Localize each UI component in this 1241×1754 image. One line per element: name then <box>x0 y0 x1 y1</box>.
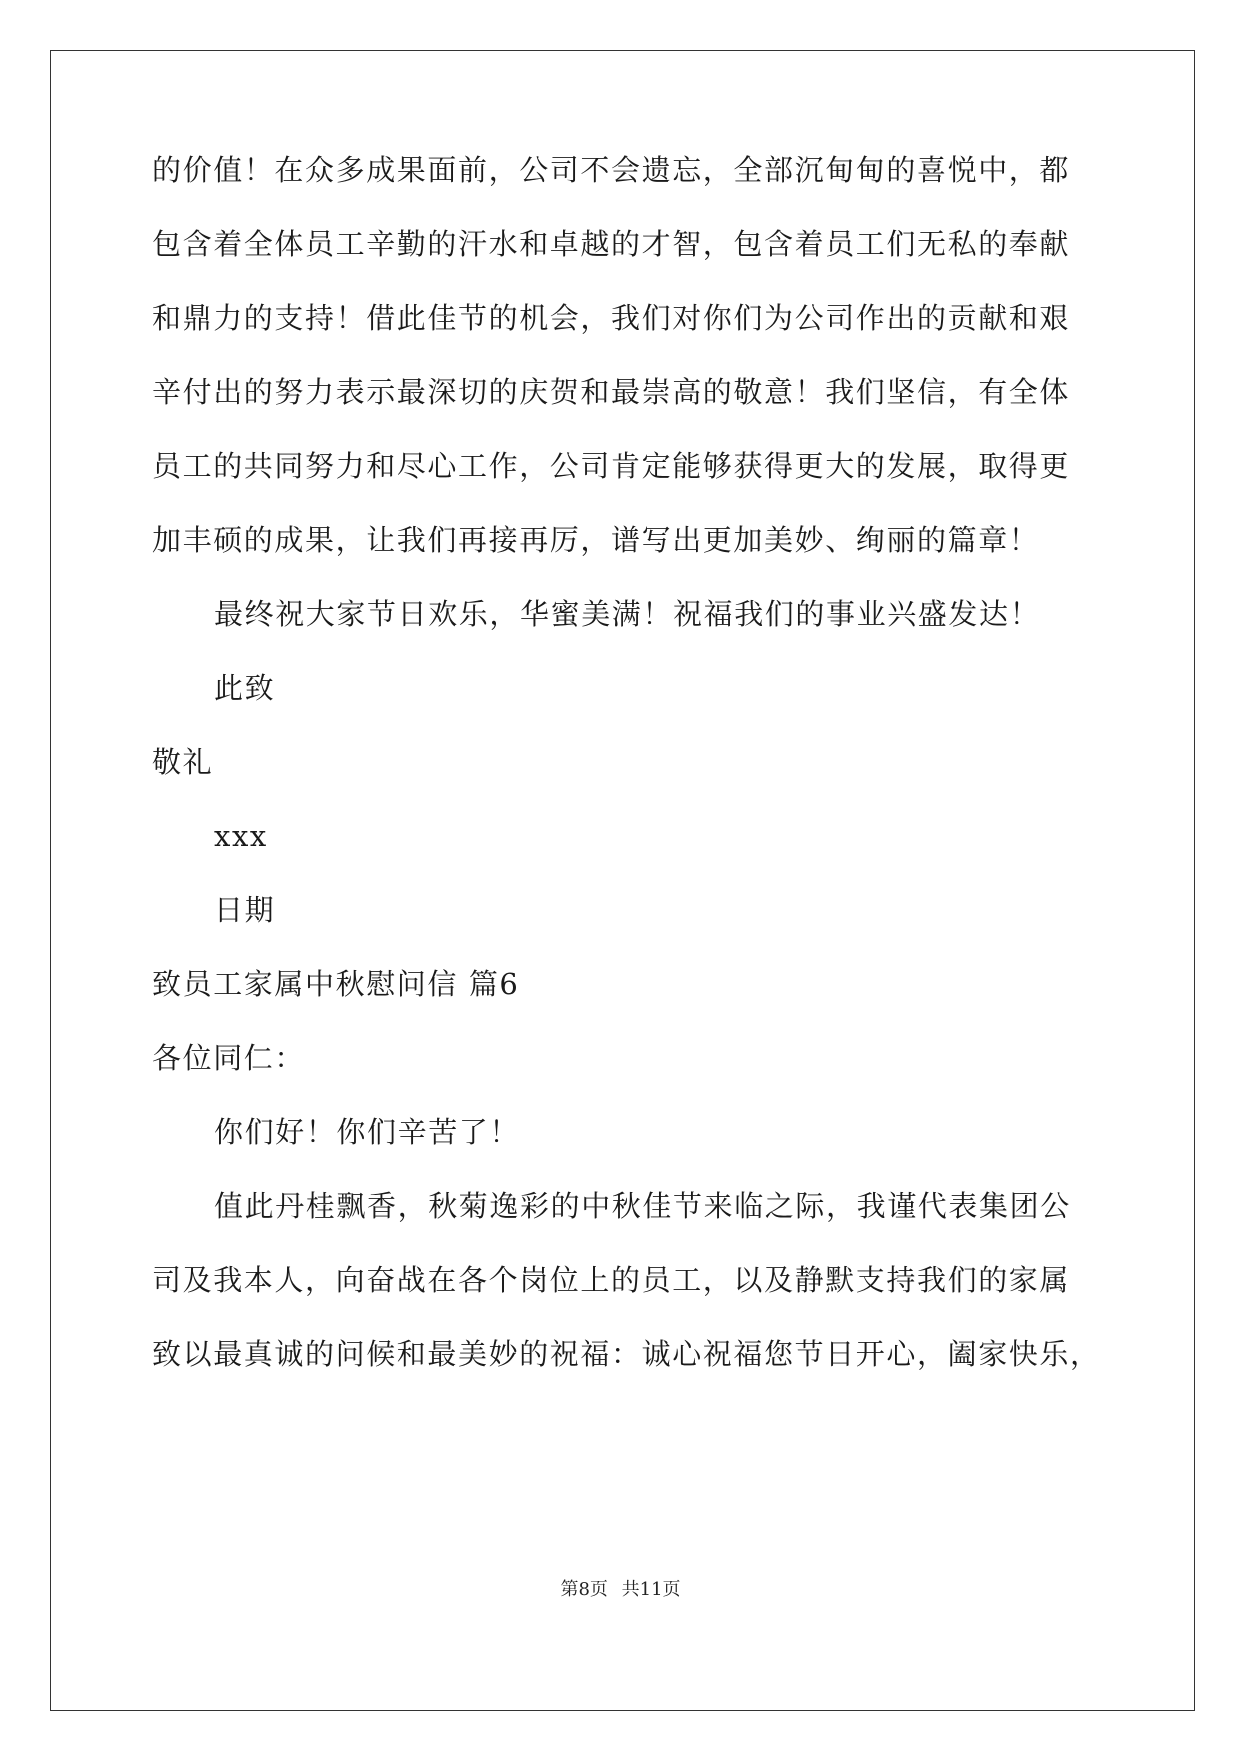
body-text-line: 司及我本人，向奋战在各个岗位上的员工，以及静默支持我们的家属 <box>152 1263 1071 1297</box>
body-text-line: 和鼎力的支持！借此佳节的机会，我们对你们为公司作出的贡献和艰 <box>152 301 1071 335</box>
signature-name: xxx <box>214 819 268 853</box>
body-text-line: 包含着全体员工辛勤的汗水和卓越的才智，包含着员工们无私的奉献 <box>152 227 1071 261</box>
closing-wish-paragraph: 最终祝大家节日欢乐，华蜜美满！祝福我们的事业兴盛发达！ <box>214 597 1041 631</box>
greeting-recipients: 各位同仁： <box>152 1041 306 1075</box>
body-text-line: 的价值！在众多成果面前，公司不会遗忘，全部沉甸甸的喜悦中，都 <box>152 153 1071 187</box>
body-text-line: 致以最真诚的问候和最美妙的祝福：诚心祝福您节日开心，阖家快乐， <box>152 1337 1101 1371</box>
signature-date: 日期 <box>214 893 276 927</box>
body-text-line: 辛付出的努力表示最深切的庆贺和最崇高的敬意！我们坚信，有全体 <box>152 375 1071 409</box>
page-total: 共11页 <box>621 1579 681 1600</box>
section-title: 致员工家属中秋慰问信 篇6 <box>152 967 520 1001</box>
page-footer <box>0 1578 1241 1602</box>
body-text-line: 值此丹桂飘香，秋菊逸彩的中秋佳节来临之际，我谨代表集团公 <box>214 1189 1071 1223</box>
page-number: 第8页 <box>560 1579 608 1600</box>
salutation-close: 此致 <box>214 671 276 705</box>
body-text-line: 员工的共同努力和尽心工作，公司肯定能够获得更大的发展，取得更 <box>152 449 1071 483</box>
salutation-respect: 敬礼 <box>152 745 214 779</box>
greeting-line: 你们好！你们辛苦了！ <box>214 1115 521 1149</box>
body-text-line: 加丰硕的成果，让我们再接再厉，谱写出更加美妙、绚丽的篇章！ <box>152 523 1040 557</box>
